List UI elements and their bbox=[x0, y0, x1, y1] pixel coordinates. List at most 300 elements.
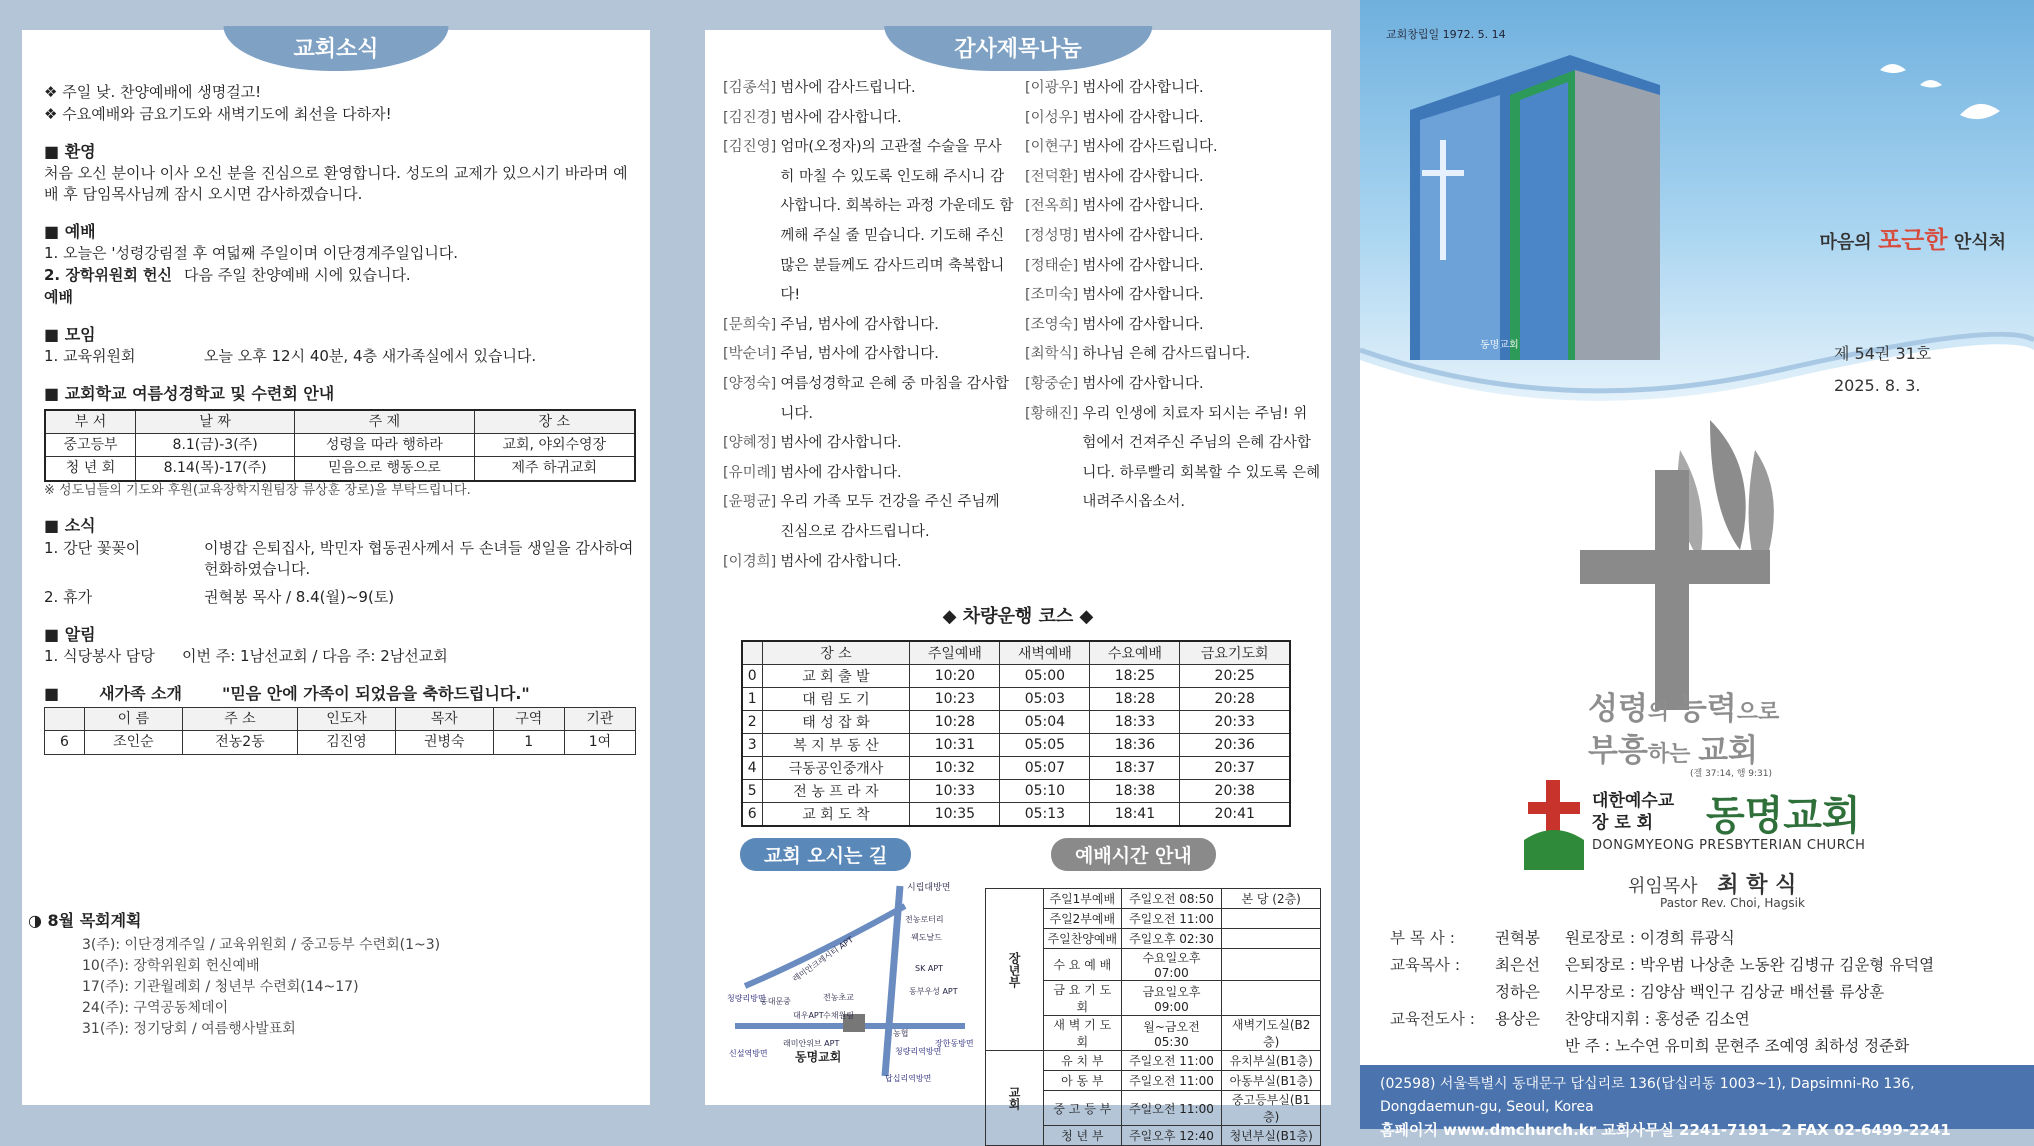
list-item bbox=[1025, 311, 1321, 341]
bus-cell: 05:00 bbox=[1000, 665, 1090, 688]
list-item bbox=[723, 133, 1015, 311]
directions-map bbox=[725, 876, 975, 1086]
thanks-column-right bbox=[1025, 74, 1321, 518]
thanks-text: 범사에 감사합니다. bbox=[1082, 80, 1204, 96]
thanks-text: 범사에 감사드립니다. bbox=[1082, 139, 1218, 156]
bus-cell: 10:32 bbox=[910, 757, 1000, 780]
staff-value: 용상은 bbox=[1495, 1010, 1540, 1028]
bus-cell: 20:36 bbox=[1180, 734, 1290, 757]
worship-cell: 주일오전 11:00 bbox=[1121, 909, 1222, 929]
newfam-head-cell: 기관 bbox=[564, 708, 635, 731]
worship-cell: 주일오전 08:50 bbox=[1121, 889, 1222, 909]
worship-item-1: 1. 오늘은 '성령강림절 후 여덟째 주일이며 이단경계주일입니다. bbox=[44, 244, 459, 263]
staff-label: 부 목 사 : bbox=[1390, 929, 1455, 947]
thanks-text: 범사에 감사합니다. bbox=[780, 553, 902, 570]
thanks-name: [양정숙] bbox=[723, 375, 777, 392]
worship-cell: 월~금오전 05:30 bbox=[1121, 1016, 1222, 1051]
thanks-text: 범사에 감사합니다. bbox=[1082, 227, 1204, 244]
church-news-panel bbox=[22, 30, 650, 1105]
worship-cell: 중 고 등 부 bbox=[1044, 1091, 1122, 1126]
bus-cell: 교 회 출 발 bbox=[762, 665, 910, 688]
camp-cell: 믿음으로 행동으로 bbox=[295, 457, 474, 481]
thanks-text: 범사에 감사합니다. bbox=[780, 464, 902, 481]
motto-word: 교회 bbox=[1698, 733, 1758, 769]
map-label: 동대문중 bbox=[760, 997, 791, 1006]
church-name-en: DONGMYEONG PRESBYTERIAN CHURCH bbox=[1592, 838, 1866, 853]
intro-line-1: ❖ 주일 낮. 찬양예배에 생명걸고! bbox=[44, 82, 636, 104]
table-row bbox=[742, 734, 1290, 757]
bus-cell: 복 지 부 동 산 bbox=[762, 734, 910, 757]
thanks-text: 여름성경학교 은혜 중 마침을 감사합니다. bbox=[780, 375, 1009, 422]
list-item bbox=[1390, 979, 1540, 1006]
thanks-text: 범사에 감사합니다. bbox=[1082, 316, 1204, 333]
bus-cell: 05:05 bbox=[1000, 734, 1090, 757]
bus-cell: 05:04 bbox=[1000, 711, 1090, 734]
staff-list-right bbox=[1565, 925, 1934, 1060]
map-label: 청량리역방면 bbox=[895, 1047, 942, 1056]
map-label: 전농로터리 bbox=[905, 915, 944, 924]
thanks-name: [최학식] bbox=[1025, 346, 1079, 363]
worship-group: 장년부 bbox=[986, 889, 1044, 1051]
meeting-heading: ■ 모임 bbox=[44, 323, 636, 346]
worship-cell: 새벽기도실(B2층) bbox=[1222, 1016, 1321, 1051]
thanks-name: [이광우] bbox=[1025, 80, 1079, 96]
slogan-post: 안식처 bbox=[1953, 232, 2006, 253]
table-row bbox=[45, 434, 635, 457]
thanks-text: 범사에 감사합니다. bbox=[1082, 168, 1204, 185]
worship-cell: 주일오후 02:30 bbox=[1121, 929, 1222, 949]
list-item bbox=[723, 429, 1015, 459]
list-item bbox=[1390, 952, 1540, 979]
worship-cell bbox=[1222, 949, 1321, 981]
list-item bbox=[1390, 1006, 1540, 1033]
bus-cell: 05:13 bbox=[1000, 803, 1090, 827]
worship-cell: 새 벽 기 도 회 bbox=[1044, 1016, 1122, 1051]
map-label: 청량리방면 bbox=[727, 994, 766, 1003]
bus-cell: 18:36 bbox=[1090, 734, 1180, 757]
table-row bbox=[742, 665, 1290, 688]
newfam-head-cell bbox=[45, 708, 85, 731]
bus-head-cell: 수요예배 bbox=[1090, 641, 1180, 665]
meeting-item-value: 오늘 오후 12시 40분, 4층 새가족실에서 있습니다. bbox=[204, 346, 537, 365]
bus-cell: 18:33 bbox=[1090, 711, 1180, 734]
bus-cell: 태 성 잡 화 bbox=[762, 711, 910, 734]
thanks-name: [이성우] bbox=[1025, 109, 1079, 126]
notice-item-key: 1. 식당봉사 담당 bbox=[44, 647, 155, 666]
bus-head-cell: 장 소 bbox=[762, 641, 910, 665]
map-label: 동부우성 APT bbox=[909, 987, 958, 996]
bus-cell: 20:33 bbox=[1180, 711, 1290, 734]
denomination-line-1: 대한예수교 bbox=[1592, 791, 1675, 811]
thanks-name: [조영숙] bbox=[1025, 316, 1079, 333]
bus-cell: 5 bbox=[742, 780, 762, 803]
thanks-name: [황중순] bbox=[1025, 375, 1079, 392]
camp-cell: 8.1(금)-3(주) bbox=[135, 434, 294, 457]
bus-table bbox=[741, 640, 1291, 827]
thanks-text: 주님, 범사에 감사합니다. bbox=[780, 346, 939, 363]
dove-icon bbox=[1920, 80, 1942, 88]
thanks-name: [윤평균] bbox=[723, 494, 777, 511]
thanks-text: 하나님 은혜 감사드립니다. bbox=[1082, 346, 1251, 363]
list-item: 은퇴장로 : 박우범 나상춘 노동완 김병규 김운형 유덕열 bbox=[1565, 956, 1935, 974]
newfam-table bbox=[44, 707, 636, 755]
map-label: 대우APT bbox=[793, 1011, 824, 1020]
thanks-text: 범사에 감사합니다. bbox=[1082, 198, 1204, 215]
list-item bbox=[1025, 74, 1321, 104]
newfam-head-cell: 인도자 bbox=[298, 708, 396, 731]
notice-item-value: 이번 주: 1남선교회 / 다음 주: 2남선교회 bbox=[182, 647, 448, 666]
worship-cell: 주일오후 12:40 bbox=[1121, 1126, 1222, 1146]
denomination-cross-icon bbox=[1524, 780, 1584, 870]
plan-section bbox=[28, 910, 440, 1040]
address: (02598) 서울특별시 동대문구 답십리로 136(답십리동 1003~1), Dapsimni-Ro 136, Dongdaemun-gu, Seoul, Korea bbox=[1380, 1076, 1915, 1115]
thanks-text: 범사에 감사합니다. bbox=[1082, 109, 1204, 126]
map-label: 장한동방면 bbox=[935, 1039, 974, 1048]
plan-heading: ◑ 8월 목회계획 bbox=[28, 911, 142, 930]
staff-label bbox=[1390, 979, 1495, 1006]
worship-title: 예배시간 안내 bbox=[1051, 838, 1216, 871]
camp-cell: 성령을 따라 행하라 bbox=[295, 434, 474, 457]
list-item bbox=[723, 459, 1015, 489]
camp-head-cell: 장 소 bbox=[474, 410, 635, 434]
newfam-head-cell: 주 소 bbox=[182, 708, 297, 731]
newfam-head-cell: 목자 bbox=[395, 708, 493, 731]
list-item: 31(주): 정기당회 / 여름행사발표회 bbox=[82, 1021, 296, 1037]
worship-cell: 유치부실(B1층) bbox=[1222, 1051, 1321, 1071]
thanks-name: [박순녀] bbox=[723, 346, 777, 363]
camp-cell: 8.14(목)-17(주) bbox=[135, 457, 294, 481]
map-label: 웩도날드 bbox=[911, 933, 942, 942]
denomination-line-2: 장 로 회 bbox=[1592, 813, 1654, 833]
cover-panel bbox=[1360, 0, 2034, 1139]
thanks-panel bbox=[705, 30, 1331, 1143]
camp-cell: 청 년 회 bbox=[45, 457, 135, 481]
slogan bbox=[1820, 220, 2006, 255]
camp-heading: ■ 교회학교 여름성경학교 및 수련회 안내 bbox=[44, 382, 636, 405]
list-item bbox=[1025, 163, 1321, 193]
thanks-text: 범사에 감사합니다. bbox=[1082, 257, 1204, 274]
worship-cell: 주일오전 11:00 bbox=[1121, 1051, 1222, 1071]
cover-hero bbox=[1360, 0, 2034, 410]
list-item bbox=[1025, 252, 1321, 282]
map-title-pill bbox=[740, 838, 911, 871]
thanks-title: 감사제목나눔 bbox=[884, 26, 1152, 71]
church-news-content bbox=[44, 82, 636, 755]
list-item bbox=[1025, 104, 1321, 134]
motto-word: 성령 bbox=[1588, 691, 1648, 727]
worship-times-table bbox=[985, 888, 1321, 1146]
worship-cell: 본 당 (2층) bbox=[1222, 889, 1321, 909]
map-label: 레미안크레시티 APT bbox=[790, 935, 855, 984]
thanks-name: [유미례] bbox=[723, 464, 777, 481]
worship-cell bbox=[1222, 981, 1321, 1016]
issue-info bbox=[1834, 338, 1931, 402]
motto-reference: (겔 37:14, 행 9:31) bbox=[1690, 769, 1773, 779]
bus-cell: 10:20 bbox=[910, 665, 1000, 688]
map-label: SK APT bbox=[915, 964, 944, 973]
table-row bbox=[742, 780, 1290, 803]
map-label: 수채원림 bbox=[823, 1011, 854, 1020]
newfam-cell: 6 bbox=[45, 731, 85, 754]
slogan-pre: 마음의 bbox=[1819, 232, 1872, 253]
thanks-text: 범사에 감사드립니다. bbox=[780, 80, 916, 96]
thanks-text: 범사에 감사합니다. bbox=[780, 435, 902, 452]
bus-cell: 20:41 bbox=[1180, 803, 1290, 827]
list-item: 3(주): 이단경계주일 / 교육위원회 / 중고등부 수련회(1~3) bbox=[82, 937, 441, 953]
worship-item-2-value: 다음 주일 찬양예배 시에 있습니다. bbox=[184, 266, 411, 285]
worship-title-pill bbox=[1051, 838, 1216, 871]
bus-head-cell bbox=[742, 641, 762, 665]
worship-cell: 유 치 부 bbox=[1044, 1051, 1122, 1071]
bus-cell: 20:25 bbox=[1180, 665, 1290, 688]
list-item bbox=[723, 548, 1015, 578]
motto-word: 능력 bbox=[1676, 691, 1737, 727]
list-item: 10(주): 장학위원회 헌신예배 bbox=[82, 958, 260, 974]
camp-head-cell: 주 제 bbox=[295, 410, 474, 434]
meeting-item-key: 1. 교육위원회 bbox=[44, 346, 136, 365]
contact-line: 홈페이지 www.dmchurch.kr 교회사무실 2241-7191~2 FAX 02-6499-2241 bbox=[1380, 1121, 1951, 1139]
list-item bbox=[1390, 925, 1540, 952]
newfam-cell: 전농2동 bbox=[182, 731, 297, 754]
camp-table bbox=[44, 409, 636, 482]
map-label: 답십리역방면 bbox=[885, 1074, 932, 1083]
map-label: 농협 bbox=[893, 1029, 909, 1038]
news-heading: ■ 소식 bbox=[44, 514, 636, 537]
newfam-heading-row bbox=[44, 682, 636, 705]
bus-cell: 전 농 프 라 자 bbox=[762, 780, 910, 803]
map-graphic bbox=[725, 876, 975, 1086]
newfam-cell: 조인순 bbox=[85, 731, 183, 754]
founded-date: 교회창립일 1972. 5. 14 bbox=[1386, 28, 1506, 41]
bus-cell: 6 bbox=[742, 803, 762, 827]
map-label: 신설역방면 bbox=[729, 1049, 768, 1058]
thanks-name: [양혜정] bbox=[723, 435, 777, 452]
list-item bbox=[723, 370, 1015, 429]
issue-date: 2025. 8. 3. bbox=[1834, 376, 1921, 395]
motto-particle: 하는 bbox=[1647, 742, 1699, 767]
worship-cell bbox=[1222, 929, 1321, 949]
map-label: 시립대방면 bbox=[907, 883, 951, 893]
list-item: 24(주): 구역공동체데이 bbox=[82, 1000, 229, 1016]
camp-head-cell: 부 서 bbox=[45, 410, 135, 434]
list-item: 17(주): 기관월례회 / 청년부 수련회(14~17) bbox=[82, 979, 359, 995]
thanks-name: [김진경] bbox=[723, 109, 777, 126]
church-news-title: 교회소식 bbox=[223, 26, 448, 71]
list-item bbox=[1025, 222, 1321, 252]
camp-cell: 중고등부 bbox=[45, 434, 135, 457]
thanks-name: [김종석] bbox=[723, 80, 777, 96]
bus-cell: 18:25 bbox=[1090, 665, 1180, 688]
list-item bbox=[723, 74, 1015, 104]
list-item bbox=[1025, 192, 1321, 222]
footer-contact bbox=[1360, 1065, 2034, 1139]
table-row bbox=[742, 803, 1290, 827]
church-motto bbox=[1588, 690, 1779, 774]
table-row bbox=[742, 757, 1290, 780]
worship-group: 교회 bbox=[986, 1051, 1044, 1146]
worship-cell: 청 년 부 bbox=[1044, 1126, 1122, 1146]
bus-cell: 05:07 bbox=[1000, 757, 1090, 780]
bus-cell: 극동공인중개사 bbox=[762, 757, 910, 780]
list-item bbox=[1025, 370, 1321, 400]
newfam-cell: 1 bbox=[493, 731, 564, 754]
worship-cell: 주일오전 11:00 bbox=[1121, 1071, 1222, 1091]
newfam-heading: ■ 새가족 소개 bbox=[99, 683, 182, 703]
bus-head-cell: 새벽예배 bbox=[1000, 641, 1090, 665]
table-row bbox=[45, 731, 636, 754]
list-item: 원로장로 : 이경희 류광식 bbox=[1565, 929, 1735, 947]
bus-cell: 20:37 bbox=[1180, 757, 1290, 780]
pastor-en: Pastor Rev. Choi, Hagsik bbox=[1660, 896, 1805, 910]
camp-note: ※ 성도님들의 기도와 후원(교육장학지원팀장 류상훈 장로)을 부탁드립니다. bbox=[44, 482, 471, 498]
list-item bbox=[723, 488, 1015, 547]
list-item bbox=[723, 311, 1015, 341]
worship-cell bbox=[1222, 909, 1321, 929]
bus-cell: 10:33 bbox=[910, 780, 1000, 803]
slogan-mid: 포근한 bbox=[1877, 226, 1948, 254]
worship-item-2-key: 2. 장학위원회 헌신예배 bbox=[44, 266, 173, 306]
thanks-name: [이현구] bbox=[1025, 139, 1079, 156]
thanks-text: 범사에 감사합니다. bbox=[780, 109, 902, 126]
staff-list-left bbox=[1390, 925, 1540, 1033]
bus-cell: 0 bbox=[742, 665, 762, 688]
worship-cell: 주일찬양예배 bbox=[1044, 929, 1122, 949]
thanks-text: 우리 가족 모두 건강을 주신 주님께 진심으로 감사드립니다. bbox=[780, 494, 1000, 540]
thanks-name: [전옥희] bbox=[1025, 198, 1079, 215]
list-item: 반 주 : 노수연 유미희 문현주 조예영 최하성 정준화 bbox=[1565, 1037, 1910, 1055]
worship-cell: 주일오전 11:00 bbox=[1121, 1091, 1222, 1126]
cover-wave bbox=[1360, 320, 2034, 420]
table-row bbox=[742, 711, 1290, 734]
list-item bbox=[1025, 133, 1321, 163]
bus-cell: 05:03 bbox=[1000, 688, 1090, 711]
staff-value: 최은선 bbox=[1495, 956, 1540, 974]
worship-cell: 중고등부실(B1층) bbox=[1222, 1091, 1321, 1126]
welcome-text: 처음 오신 분이나 이사 오신 분을 진심으로 환영합니다. 성도의 교제가 있으시기 바라며 예배 후 담임목사님께 잠시 오시면 감사하겠습니다. bbox=[44, 163, 628, 204]
thanks-name: [문희숙] bbox=[723, 316, 777, 333]
worship-cell: 금 요 기 도 회 bbox=[1044, 981, 1122, 1016]
table-row bbox=[742, 688, 1290, 711]
table-row bbox=[986, 889, 1321, 909]
thanks-name: [정태순] bbox=[1025, 257, 1079, 274]
news-item-1-key: 1. 강단 꽃꽂이 bbox=[44, 538, 141, 557]
thanks-name: [김진영] bbox=[723, 139, 777, 156]
newfam-head-cell: 구역 bbox=[493, 708, 564, 731]
building-sign: 동명교회 bbox=[1480, 340, 1519, 351]
church-name-kr: 동명교회 bbox=[1706, 793, 1861, 839]
bus-head-cell: 주일예배 bbox=[910, 641, 1000, 665]
thanks-column-left bbox=[723, 74, 1015, 577]
newfam-slogan: "믿음 안에 가족이 되었음을 축하드립니다." bbox=[221, 683, 530, 703]
thanks-name: [황해진] bbox=[1025, 405, 1079, 422]
thanks-text: 엄마(오정자)의 고관절 수술을 무사히 마칠 수 있도록 인도해 주시니 감사합니다. 회복하는 과정 가운데도 함께해 주실 줄 믿습니다. 기도해 주신 많은 분들께도 감사드리며 축복합니다! bbox=[780, 139, 1014, 304]
staff-label: 교육전도사 : bbox=[1390, 1010, 1476, 1028]
building-cross-icon bbox=[1440, 140, 1446, 260]
bus-cell: 18:37 bbox=[1090, 757, 1180, 780]
bus-cell: 4 bbox=[742, 757, 762, 780]
bus-head-cell: 금요기도회 bbox=[1180, 641, 1290, 665]
thanks-text: 우리 인생에 치료자 되시는 주님! 위험에서 건져주신 주님의 은혜 감사합니다. 하루빨리 회복할 수 있도록 은혜 내려주시옵소서. bbox=[1082, 405, 1321, 511]
denomination bbox=[1592, 790, 1674, 834]
dove-icon bbox=[1880, 64, 1906, 73]
bus-cell: 20:38 bbox=[1180, 780, 1290, 803]
bus-cell: 18:41 bbox=[1090, 803, 1180, 827]
thanks-name: [이경희] bbox=[723, 553, 777, 570]
staff-value: 정하은 bbox=[1495, 983, 1540, 1001]
worship-cell: 청년부실(B1층) bbox=[1222, 1126, 1321, 1146]
motto-particle: 으로 bbox=[1736, 700, 1780, 725]
worship-cell: 수 요 예 배 bbox=[1044, 949, 1122, 981]
thanks-name: [조미숙] bbox=[1025, 287, 1079, 304]
bus-cell: 2 bbox=[742, 711, 762, 734]
worship-cell: 주일1부예배 bbox=[1044, 889, 1122, 909]
newfam-cell: 권병숙 bbox=[395, 731, 493, 754]
dove-icon bbox=[1960, 104, 2000, 119]
pastor-label: 위임목사 bbox=[1628, 876, 1698, 897]
welcome-heading: ■ 환영 bbox=[44, 140, 636, 163]
list-item bbox=[1025, 281, 1321, 311]
thanks-text: 주님, 범사에 감사합니다. bbox=[780, 316, 939, 333]
flame-cross-logo bbox=[1560, 410, 1820, 710]
worship-cell: 금요일오후 09:00 bbox=[1121, 981, 1222, 1016]
bus-cell: 18:28 bbox=[1090, 688, 1180, 711]
table-row bbox=[45, 457, 635, 481]
pastor bbox=[1628, 868, 1796, 899]
worship-heading: ■ 예배 bbox=[44, 220, 636, 243]
bus-cell: 20:28 bbox=[1180, 688, 1290, 711]
thanks-text: 범사에 감사합니다. bbox=[1082, 375, 1204, 392]
map-label: 래미안위브 APT bbox=[783, 1039, 840, 1048]
list-item bbox=[723, 104, 1015, 134]
bus-cell: 3 bbox=[742, 734, 762, 757]
camp-cell: 교회, 야외수영장 bbox=[474, 434, 635, 457]
thanks-text: 범사에 감사합니다. bbox=[1082, 287, 1204, 304]
newfam-cell: 김진영 bbox=[298, 731, 396, 754]
motto-particle: 의 bbox=[1647, 700, 1677, 725]
list-item: 시무장로 : 김양삼 백인구 김상균 배선률 류상훈 bbox=[1565, 983, 1885, 1001]
worship-cell: 아 동 부 bbox=[1044, 1071, 1122, 1091]
list-item bbox=[723, 340, 1015, 370]
worship-cell: 주일2부예배 bbox=[1044, 909, 1122, 929]
staff-label: 교육목사 : bbox=[1390, 956, 1461, 974]
bus-cell: 10:31 bbox=[910, 734, 1000, 757]
news-item-2-value: 권혁봉 목사 / 8.4(월)~9(토) bbox=[204, 588, 395, 607]
table-row bbox=[986, 1051, 1321, 1071]
bus-cell: 대 림 도 기 bbox=[762, 688, 910, 711]
newfam-cell: 1여 bbox=[564, 731, 635, 754]
bus-cell: 1 bbox=[742, 688, 762, 711]
list-item: 찬양대지휘 : 홍성준 김소연 bbox=[1565, 1010, 1750, 1028]
volume-number: 제 54권 31호 bbox=[1834, 344, 1932, 363]
newfam-head-cell: 이 름 bbox=[85, 708, 183, 731]
worship-cell: 아동부실(B1층) bbox=[1222, 1071, 1321, 1091]
bus-cell: 05:10 bbox=[1000, 780, 1090, 803]
map-label-church: 동명교회 bbox=[795, 1050, 842, 1064]
bus-cell: 10:28 bbox=[910, 711, 1000, 734]
bus-title: ◆ 차량운행 코스 ◆ bbox=[942, 606, 1094, 627]
thanks-name: [전덕환] bbox=[1025, 168, 1079, 185]
camp-cell: 제주 하귀교회 bbox=[474, 457, 635, 481]
motto-word: 부흥 bbox=[1588, 733, 1648, 769]
notice-heading: ■ 알림 bbox=[44, 623, 636, 646]
list-item bbox=[1025, 340, 1321, 370]
intro-line-2: ❖ 수요예배와 금요기도와 새벽기도에 최선을 다하자! bbox=[44, 104, 636, 126]
bus-cell: 18:38 bbox=[1090, 780, 1180, 803]
pastor-name: 최 학 식 bbox=[1717, 873, 1797, 898]
map-title: 교회 오시는 길 bbox=[740, 838, 911, 871]
thanks-name: [정성명] bbox=[1025, 227, 1079, 244]
bus-cell: 10:35 bbox=[910, 803, 1000, 827]
